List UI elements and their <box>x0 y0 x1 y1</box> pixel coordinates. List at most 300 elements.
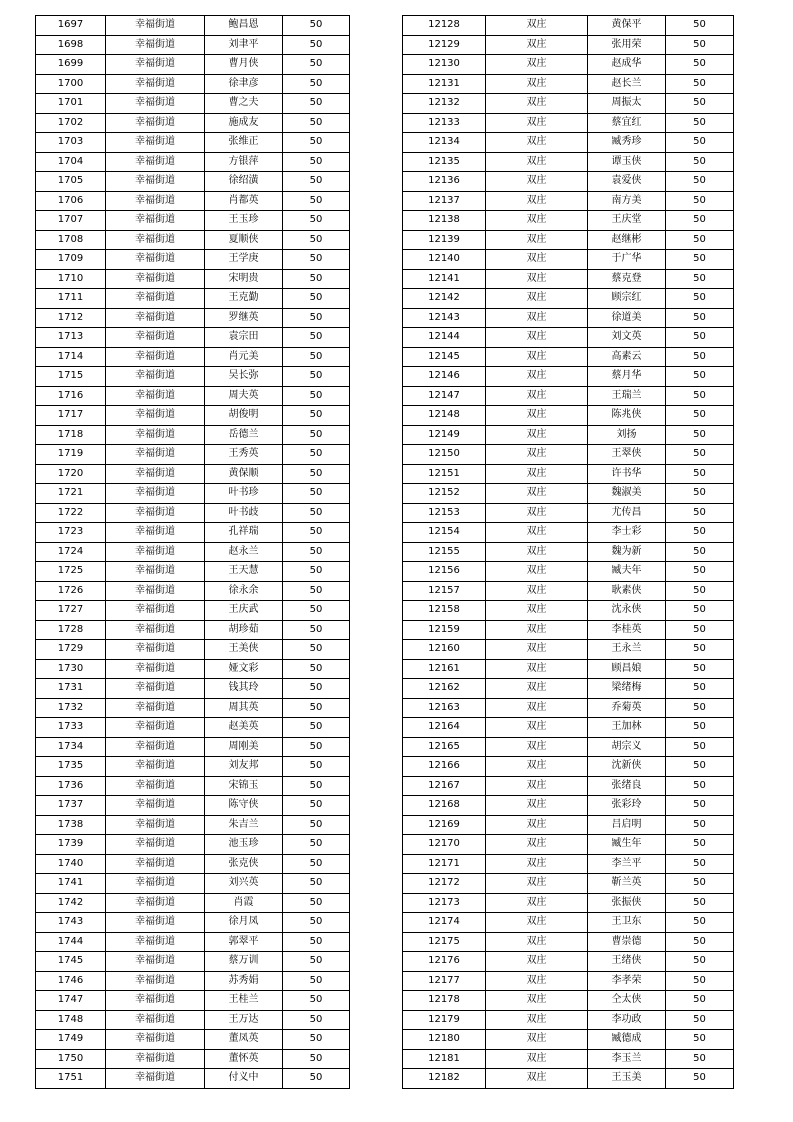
table-row <box>36 230 350 250</box>
amount-cell: 50 <box>283 698 350 718</box>
amount-cell: 50 <box>283 932 350 952</box>
right-table <box>402 15 734 1089</box>
table-row <box>403 406 734 426</box>
location-cell: 幸福街道 <box>106 328 205 348</box>
amount-cell: 50 <box>666 425 734 445</box>
location-cell: 幸福街道 <box>106 893 205 913</box>
left-table <box>35 15 350 1089</box>
amount-cell: 50 <box>666 1030 734 1050</box>
left-table-body <box>36 16 350 1089</box>
number-cell: 1715 <box>36 367 106 387</box>
table-row <box>403 94 734 114</box>
location-cell: 幸福街道 <box>106 425 205 445</box>
amount-cell: 50 <box>666 113 734 133</box>
table-row <box>36 698 350 718</box>
number-cell: 12154 <box>403 523 486 543</box>
location-cell: 双庄 <box>486 191 588 211</box>
table-row <box>36 289 350 309</box>
name-cell: 袁爱侠 <box>588 172 666 192</box>
number-cell: 12128 <box>403 16 486 36</box>
number-cell: 1714 <box>36 347 106 367</box>
name-cell: 徐月凤 <box>205 913 283 933</box>
amount-cell: 50 <box>666 718 734 738</box>
name-cell: 李兰平 <box>588 854 666 874</box>
amount-cell: 50 <box>283 55 350 75</box>
table-row <box>403 776 734 796</box>
table-row <box>403 133 734 153</box>
amount-cell: 50 <box>666 269 734 289</box>
number-cell: 1717 <box>36 406 106 426</box>
location-cell: 幸福街道 <box>106 542 205 562</box>
number-cell: 1738 <box>36 815 106 835</box>
table-row <box>403 113 734 133</box>
location-cell: 幸福街道 <box>106 445 205 465</box>
name-cell: 肖元美 <box>205 347 283 367</box>
number-cell: 12171 <box>403 854 486 874</box>
number-cell: 12175 <box>403 932 486 952</box>
table-row <box>403 815 734 835</box>
table-row <box>36 679 350 699</box>
number-cell: 12139 <box>403 230 486 250</box>
location-cell: 双庄 <box>486 952 588 972</box>
name-cell: 叶书歧 <box>205 503 283 523</box>
number-cell: 12141 <box>403 269 486 289</box>
amount-cell: 50 <box>283 815 350 835</box>
name-cell: 蔡宜红 <box>588 113 666 133</box>
name-cell: 乔菊英 <box>588 698 666 718</box>
name-cell: 肖霞 <box>205 893 283 913</box>
location-cell: 双庄 <box>486 971 588 991</box>
name-cell: 赵永兰 <box>205 542 283 562</box>
number-cell: 12177 <box>403 971 486 991</box>
location-cell: 双庄 <box>486 406 588 426</box>
number-cell: 12163 <box>403 698 486 718</box>
location-cell: 幸福街道 <box>106 211 205 231</box>
table-row <box>36 581 350 601</box>
number-cell: 12165 <box>403 737 486 757</box>
location-cell: 双庄 <box>486 1049 588 1069</box>
table-row <box>403 679 734 699</box>
amount-cell: 50 <box>666 952 734 972</box>
number-cell: 1709 <box>36 250 106 270</box>
amount-cell: 50 <box>283 659 350 679</box>
number-cell: 12161 <box>403 659 486 679</box>
name-cell: 梁绪梅 <box>588 679 666 699</box>
location-cell: 幸福街道 <box>106 484 205 504</box>
location-cell: 双庄 <box>486 718 588 738</box>
number-cell: 12135 <box>403 152 486 172</box>
table-row <box>403 35 734 55</box>
table-row <box>36 718 350 738</box>
name-cell: 张克侠 <box>205 854 283 874</box>
number-cell: 12159 <box>403 620 486 640</box>
amount-cell: 50 <box>283 835 350 855</box>
table-row <box>36 757 350 777</box>
location-cell: 双庄 <box>486 776 588 796</box>
location-cell: 双庄 <box>486 562 588 582</box>
number-cell: 1751 <box>36 1069 106 1089</box>
number-cell: 12137 <box>403 191 486 211</box>
number-cell: 1734 <box>36 737 106 757</box>
table-row <box>403 308 734 328</box>
name-cell: 王美侠 <box>205 640 283 660</box>
table-row <box>403 620 734 640</box>
name-cell: 张绪良 <box>588 776 666 796</box>
number-cell: 1741 <box>36 874 106 894</box>
number-cell: 12156 <box>403 562 486 582</box>
amount-cell: 50 <box>283 94 350 114</box>
amount-cell: 50 <box>666 835 734 855</box>
name-cell: 顾昌娘 <box>588 659 666 679</box>
table-row <box>36 776 350 796</box>
number-cell: 1736 <box>36 776 106 796</box>
name-cell: 蔡万训 <box>205 952 283 972</box>
location-cell: 双庄 <box>486 893 588 913</box>
amount-cell: 50 <box>666 796 734 816</box>
number-cell: 1716 <box>36 386 106 406</box>
name-cell: 宋锦玉 <box>205 776 283 796</box>
number-cell: 12155 <box>403 542 486 562</box>
number-cell: 12169 <box>403 815 486 835</box>
table-row <box>36 74 350 94</box>
location-cell: 双庄 <box>486 601 588 621</box>
table-row <box>403 289 734 309</box>
table-row <box>36 250 350 270</box>
name-cell: 刘文英 <box>588 328 666 348</box>
table-row <box>403 542 734 562</box>
number-cell: 12182 <box>403 1069 486 1089</box>
number-cell: 12150 <box>403 445 486 465</box>
table-row <box>36 815 350 835</box>
number-cell: 12160 <box>403 640 486 660</box>
amount-cell: 50 <box>666 893 734 913</box>
number-cell: 1742 <box>36 893 106 913</box>
amount-cell: 50 <box>283 1069 350 1089</box>
number-cell: 12138 <box>403 211 486 231</box>
number-cell: 1735 <box>36 757 106 777</box>
amount-cell: 50 <box>283 74 350 94</box>
amount-cell: 50 <box>283 874 350 894</box>
name-cell: 王秀英 <box>205 445 283 465</box>
amount-cell: 50 <box>666 737 734 757</box>
location-cell: 幸福街道 <box>106 191 205 211</box>
amount-cell: 50 <box>666 757 734 777</box>
location-cell: 幸福街道 <box>106 523 205 543</box>
amount-cell: 50 <box>666 328 734 348</box>
amount-cell: 50 <box>666 386 734 406</box>
number-cell: 1737 <box>36 796 106 816</box>
number-cell: 1710 <box>36 269 106 289</box>
table-row <box>403 445 734 465</box>
location-cell: 幸福街道 <box>106 854 205 874</box>
name-cell: 许书华 <box>588 464 666 484</box>
name-cell: 臧生年 <box>588 835 666 855</box>
amount-cell: 50 <box>666 601 734 621</box>
location-cell: 双庄 <box>486 230 588 250</box>
number-cell: 1728 <box>36 620 106 640</box>
name-cell: 魏为新 <box>588 542 666 562</box>
amount-cell: 50 <box>666 230 734 250</box>
number-cell: 1727 <box>36 601 106 621</box>
name-cell: 钱其玲 <box>205 679 283 699</box>
table-row <box>36 913 350 933</box>
amount-cell: 50 <box>283 503 350 523</box>
location-cell: 幸福街道 <box>106 620 205 640</box>
table-row <box>403 16 734 36</box>
amount-cell: 50 <box>666 445 734 465</box>
amount-cell: 50 <box>666 776 734 796</box>
location-cell: 幸福街道 <box>106 16 205 36</box>
name-cell: 赵成华 <box>588 55 666 75</box>
number-cell: 12130 <box>403 55 486 75</box>
location-cell: 幸福街道 <box>106 289 205 309</box>
name-cell: 仝太侠 <box>588 991 666 1011</box>
amount-cell: 50 <box>283 289 350 309</box>
location-cell: 双庄 <box>486 74 588 94</box>
location-cell: 幸福街道 <box>106 386 205 406</box>
amount-cell: 50 <box>666 55 734 75</box>
name-cell: 宋明贵 <box>205 269 283 289</box>
location-cell: 幸福街道 <box>106 35 205 55</box>
name-cell: 陈兆侠 <box>588 406 666 426</box>
table-row <box>36 113 350 133</box>
table-row <box>36 1069 350 1089</box>
table-row <box>36 659 350 679</box>
table-row <box>403 191 734 211</box>
name-cell: 李功政 <box>588 1010 666 1030</box>
number-cell: 1748 <box>36 1010 106 1030</box>
name-cell: 周振太 <box>588 94 666 114</box>
table-row <box>403 874 734 894</box>
name-cell: 王庆武 <box>205 601 283 621</box>
number-cell: 1746 <box>36 971 106 991</box>
number-cell: 1749 <box>36 1030 106 1050</box>
name-cell: 李玉兰 <box>588 1049 666 1069</box>
location-cell: 幸福街道 <box>106 464 205 484</box>
table-row <box>403 328 734 348</box>
name-cell: 施成友 <box>205 113 283 133</box>
location-cell: 幸福街道 <box>106 815 205 835</box>
name-cell: 徐聿彦 <box>205 74 283 94</box>
location-cell: 双庄 <box>486 1069 588 1089</box>
number-cell: 1730 <box>36 659 106 679</box>
table-row <box>36 893 350 913</box>
location-cell: 幸福街道 <box>106 874 205 894</box>
name-cell: 王卫东 <box>588 913 666 933</box>
amount-cell: 50 <box>666 289 734 309</box>
location-cell: 双庄 <box>486 425 588 445</box>
location-cell: 双庄 <box>486 386 588 406</box>
name-cell: 吴长弥 <box>205 367 283 387</box>
number-cell: 1719 <box>36 445 106 465</box>
name-cell: 张维正 <box>205 133 283 153</box>
table-row <box>36 367 350 387</box>
amount-cell: 50 <box>666 94 734 114</box>
name-cell: 苏秀娟 <box>205 971 283 991</box>
location-cell: 双庄 <box>486 484 588 504</box>
amount-cell: 50 <box>666 640 734 660</box>
table-row <box>403 991 734 1011</box>
name-cell: 谭玉侠 <box>588 152 666 172</box>
number-cell: 12181 <box>403 1049 486 1069</box>
amount-cell: 50 <box>283 796 350 816</box>
amount-cell: 50 <box>666 211 734 231</box>
table-row <box>403 269 734 289</box>
location-cell: 双庄 <box>486 445 588 465</box>
table-row <box>36 737 350 757</box>
location-cell: 幸福街道 <box>106 94 205 114</box>
number-cell: 1697 <box>36 16 106 36</box>
number-cell: 12168 <box>403 796 486 816</box>
amount-cell: 50 <box>666 16 734 36</box>
number-cell: 12152 <box>403 484 486 504</box>
name-cell: 王绪侠 <box>588 952 666 972</box>
table-row <box>36 16 350 36</box>
table-row <box>36 991 350 1011</box>
amount-cell: 50 <box>283 464 350 484</box>
table-row <box>403 425 734 445</box>
location-cell: 幸福街道 <box>106 113 205 133</box>
table-row <box>36 133 350 153</box>
amount-cell: 50 <box>283 133 350 153</box>
amount-cell: 50 <box>666 815 734 835</box>
location-cell: 双庄 <box>486 815 588 835</box>
name-cell: 于广华 <box>588 250 666 270</box>
amount-cell: 50 <box>666 659 734 679</box>
number-cell: 12129 <box>403 35 486 55</box>
name-cell: 孔祥瑞 <box>205 523 283 543</box>
location-cell: 双庄 <box>486 16 588 36</box>
amount-cell: 50 <box>283 425 350 445</box>
name-cell: 刘兴英 <box>205 874 283 894</box>
number-cell: 12146 <box>403 367 486 387</box>
amount-cell: 50 <box>283 523 350 543</box>
number-cell: 12147 <box>403 386 486 406</box>
name-cell: 岳德兰 <box>205 425 283 445</box>
location-cell: 双庄 <box>486 874 588 894</box>
table-row <box>36 562 350 582</box>
location-cell: 双庄 <box>486 211 588 231</box>
table-row <box>36 386 350 406</box>
amount-cell: 50 <box>283 854 350 874</box>
amount-cell: 50 <box>666 133 734 153</box>
location-cell: 双庄 <box>486 659 588 679</box>
location-cell: 双庄 <box>486 269 588 289</box>
table-row <box>36 425 350 445</box>
name-cell: 张彩玲 <box>588 796 666 816</box>
location-cell: 幸福街道 <box>106 971 205 991</box>
number-cell: 12143 <box>403 308 486 328</box>
location-cell: 双庄 <box>486 698 588 718</box>
location-cell: 幸福街道 <box>106 679 205 699</box>
number-cell: 12178 <box>403 991 486 1011</box>
location-cell: 幸福街道 <box>106 952 205 972</box>
number-cell: 1720 <box>36 464 106 484</box>
number-cell: 1721 <box>36 484 106 504</box>
table-row <box>36 94 350 114</box>
number-cell: 12151 <box>403 464 486 484</box>
table-row <box>403 250 734 270</box>
table-row <box>36 328 350 348</box>
name-cell: 徐道美 <box>588 308 666 328</box>
amount-cell: 50 <box>283 250 350 270</box>
name-cell: 王翠侠 <box>588 445 666 465</box>
location-cell: 双庄 <box>486 620 588 640</box>
location-cell: 双庄 <box>486 347 588 367</box>
table-row <box>403 737 734 757</box>
location-cell: 幸福街道 <box>106 503 205 523</box>
location-cell: 双庄 <box>486 542 588 562</box>
amount-cell: 50 <box>666 562 734 582</box>
table-row <box>403 835 734 855</box>
number-cell: 12149 <box>403 425 486 445</box>
amount-cell: 50 <box>283 367 350 387</box>
location-cell: 幸福街道 <box>106 55 205 75</box>
name-cell: 蔡月华 <box>588 367 666 387</box>
location-cell: 双庄 <box>486 308 588 328</box>
location-cell: 幸福街道 <box>106 172 205 192</box>
amount-cell: 50 <box>666 367 734 387</box>
name-cell: 吕启明 <box>588 815 666 835</box>
table-row <box>36 1030 350 1050</box>
number-cell: 1722 <box>36 503 106 523</box>
number-cell: 12144 <box>403 328 486 348</box>
name-cell: 蔡克登 <box>588 269 666 289</box>
number-cell: 1711 <box>36 289 106 309</box>
location-cell: 幸福街道 <box>106 737 205 757</box>
name-cell: 池玉珍 <box>205 835 283 855</box>
number-cell: 12153 <box>403 503 486 523</box>
amount-cell: 50 <box>283 113 350 133</box>
name-cell: 朱吉兰 <box>205 815 283 835</box>
number-cell: 12148 <box>403 406 486 426</box>
amount-cell: 50 <box>666 172 734 192</box>
location-cell: 幸福街道 <box>106 1030 205 1050</box>
amount-cell: 50 <box>666 854 734 874</box>
amount-cell: 50 <box>283 152 350 172</box>
name-cell: 靳兰英 <box>588 874 666 894</box>
table-row <box>36 1010 350 1030</box>
amount-cell: 50 <box>283 386 350 406</box>
table-row <box>36 542 350 562</box>
amount-cell: 50 <box>666 464 734 484</box>
amount-cell: 50 <box>666 698 734 718</box>
number-cell: 12180 <box>403 1030 486 1050</box>
location-cell: 幸福街道 <box>106 913 205 933</box>
right-table-body <box>403 16 734 1089</box>
number-cell: 1713 <box>36 328 106 348</box>
location-cell: 双庄 <box>486 913 588 933</box>
name-cell: 胡珍茹 <box>205 620 283 640</box>
table-row <box>36 835 350 855</box>
location-cell: 幸福街道 <box>106 601 205 621</box>
name-cell: 徐永余 <box>205 581 283 601</box>
name-cell: 李孝荣 <box>588 971 666 991</box>
amount-cell: 50 <box>666 308 734 328</box>
amount-cell: 50 <box>283 308 350 328</box>
amount-cell: 50 <box>283 620 350 640</box>
location-cell: 双庄 <box>486 250 588 270</box>
amount-cell: 50 <box>666 913 734 933</box>
table-row <box>403 562 734 582</box>
name-cell: 臧德成 <box>588 1030 666 1050</box>
number-cell: 1698 <box>36 35 106 55</box>
name-cell: 付义中 <box>205 1069 283 1089</box>
table-row <box>403 1030 734 1050</box>
number-cell: 1733 <box>36 718 106 738</box>
number-cell: 12164 <box>403 718 486 738</box>
table-row <box>36 347 350 367</box>
